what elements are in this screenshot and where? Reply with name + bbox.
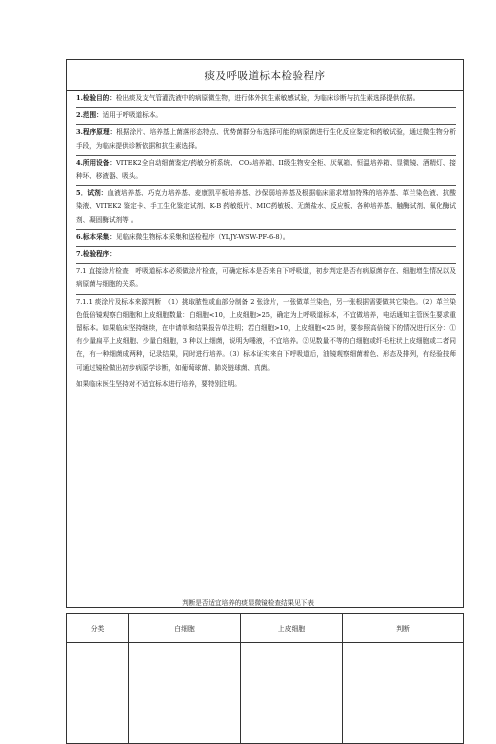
section-collection <box>76 230 456 247</box>
document-content <box>76 91 456 393</box>
section-body: 根据涂片、培养基上菌落形态特点、优势菌群分布选择可能的病原菌进行生化反应鉴定和药敏试验，通过微生物分析手段，为临床提供诊断依据和抗生素选择。 <box>76 128 456 150</box>
table-header-cell: 分类 <box>67 614 129 643</box>
section-heading: 6.标本采集： <box>76 232 116 241</box>
section-body: 适用于呼吸道标本。 <box>102 111 163 120</box>
table-cell <box>129 643 241 744</box>
table-cell <box>241 643 343 744</box>
section-reagents <box>76 186 456 230</box>
table-caption: 判断是否适宜培养的痰显微镜检查结果见下表 <box>182 599 314 607</box>
section-scope <box>76 108 456 125</box>
section-heading: 3.程序原理： <box>76 128 117 137</box>
section-heading: 5．试剂： <box>76 189 108 198</box>
paragraph-special-note: 如果临床医生坚持对不适宜标本进行培养，要特别注明。 <box>76 379 241 388</box>
section-principle <box>76 125 456 155</box>
table-cell <box>67 643 129 744</box>
paragraph-smear-check: 7.1 直接涂片检查 呼吸道标本必须做涂片检查，可确定标本是否来自下呼吸道，初步判定是否有病原菌存在、细胞增生情况以及病原菌与细胞的关系。 <box>76 264 456 294</box>
table-header-row <box>67 614 464 643</box>
section-heading: 1.检验目的： <box>76 94 116 102</box>
title-row <box>67 60 463 91</box>
section-body: 血液培养基、巧克力培养基、麦康凯平板培养基、沙保弱培养基及根据临床需求增加特殊的培养基、革兰染色液、抗酸染液、VITEK2 鉴定卡、手工生化鉴定试剂、K-B 药敏纸片、MIC药敏板、无菌盐水、反应板、各种培养基、触酶试剂、氧化酶试剂、凝固酶试剂等 。 <box>76 189 456 224</box>
section-heading: 2.范围： <box>76 111 103 120</box>
section-procedure <box>76 247 456 264</box>
section-body: 检出痰及支气管灌洗液中的病原微生物，进行体外抗生素敏感试验，为临床诊断与抗生素选择提供依据。 <box>115 94 420 102</box>
table-header-cell: 白细胞 <box>129 614 241 643</box>
section-body: 见临床微生物标本采集和送检程序（YLJY-WSW-PF-6-8）。 <box>115 232 290 241</box>
paragraph-smear-judgement: 7.1.1 痰涂片及标本来源判断 （1）挑取脓性或血部分制备 2 张涂片，一张做革兰染色，另一张根据需要做其它染色。（2）革兰染色低倍镜观察白细胞和上皮细胞数量：白细胞<10，上皮细胞>25，确定为上呼吸道标本，不宜做培养，电话通知主管医生要求重留标本。如果临床坚持继续，在申请单和结果报告单注明；若白细胞>10，上皮细胞<25 时，要参照高倍镜下的情况进行区分：①有少量扁平上皮细胞、少量白细胞，3 种以上细菌，说明为唾液，不宜培养。②见数量不等的白细胞或纤毛柱状上皮细胞或二者同在，有一种细菌成两种，记录结果，同时进行培养。（3）标本证实来自下呼吸道后，油镜观察细菌着色、形态及排列，有经验技师可通过镜检做出初步病原学诊断，如葡萄球菌、肺炎链球菌、真菌。 <box>76 297 456 372</box>
page-title: 痰及呼吸道标本检验程序 <box>204 70 326 82</box>
document-frame <box>66 59 464 608</box>
section-body: VITEK2全自动细菌鉴定/药敏分析系统、 CO₂培养箱、II级生物安全柜、厌氧箱、恒温培养箱、显微镜、酒精灯、接种环、移液器、吸头。 <box>76 158 456 181</box>
section-equipment <box>76 156 456 186</box>
section-heading: 4.所用设备： <box>76 158 117 167</box>
result-table <box>66 613 464 744</box>
table-cell <box>343 643 464 744</box>
section-purpose <box>76 91 456 108</box>
table-row <box>67 643 464 744</box>
table-header-cell: 上皮细胞 <box>241 614 343 643</box>
table-header-cell: 判断 <box>343 614 464 643</box>
section-heading: 7.检验程序： <box>76 250 116 259</box>
